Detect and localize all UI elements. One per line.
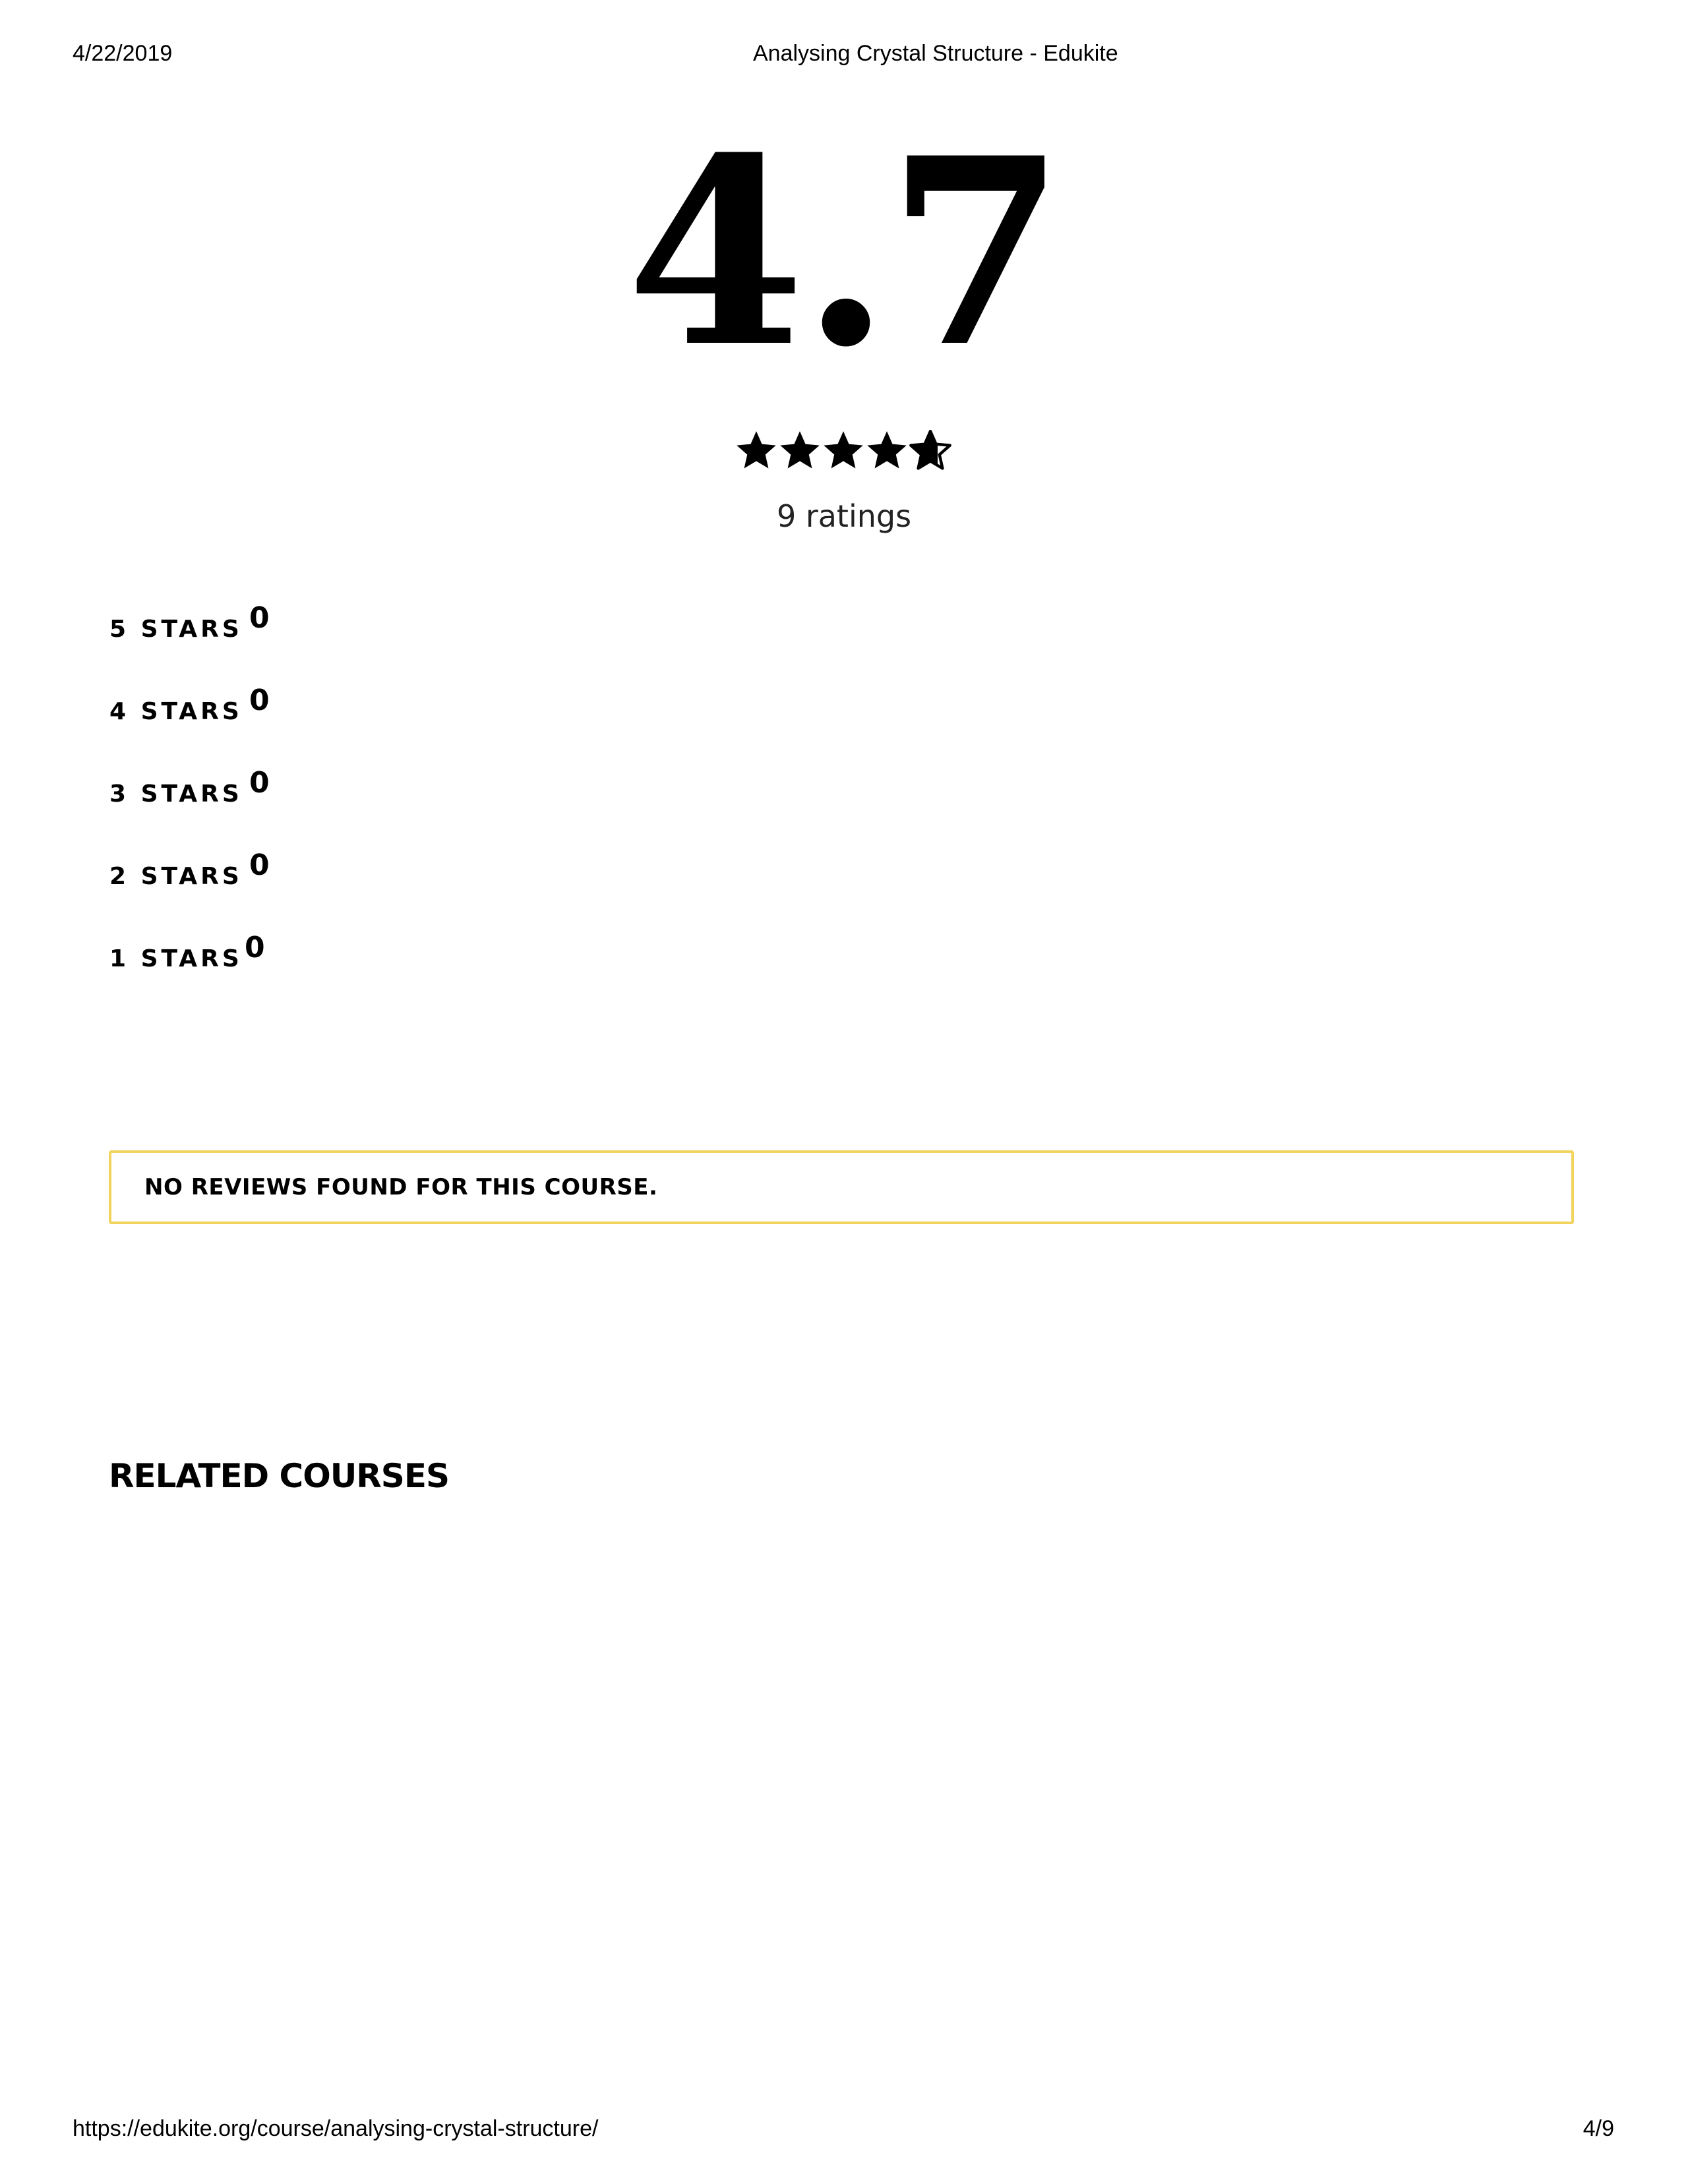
- no-reviews-notice: [109, 1150, 1574, 1224]
- print-url[interactable]: https://edukite.org/course/analysing-crystal-structure/: [73, 2116, 599, 2141]
- breakdown-label: 1 STARS: [109, 945, 243, 972]
- star-icon: [735, 428, 778, 472]
- breakdown-count: 0: [249, 684, 270, 717]
- breakdown-count: 0: [249, 766, 270, 800]
- breakdown-count: 0: [249, 601, 270, 635]
- breakdown-label: 3 STARS: [109, 781, 243, 808]
- print-page-title: Analysing Crystal Structure - Edukite: [753, 41, 1118, 66]
- page-number: 4/9: [1582, 2116, 1614, 2141]
- star-icon: [822, 428, 865, 472]
- breakdown-label: 4 STARS: [109, 698, 243, 725]
- breakdown-label: 2 STARS: [109, 863, 243, 890]
- star-icon: [865, 428, 909, 472]
- breakdown-row-5: [109, 601, 270, 684]
- print-date: 4/22/2019: [73, 41, 173, 66]
- no-reviews-message: NO REVIEWS FOUND FOR THIS COURSE.: [144, 1174, 658, 1200]
- star-icon: [778, 428, 822, 472]
- rating-breakdown: [109, 601, 270, 1013]
- related-courses-heading: RELATED COURSES: [109, 1457, 449, 1495]
- breakdown-count: 0: [249, 848, 270, 882]
- average-rating: 4.7: [626, 102, 1062, 403]
- breakdown-row-1: [109, 931, 270, 1013]
- breakdown-row-3: [109, 766, 270, 848]
- breakdown-label: 5 STARS: [109, 616, 243, 643]
- breakdown-row-4: [109, 684, 270, 766]
- breakdown-count: 0: [245, 931, 265, 964]
- breakdown-row-2: [109, 848, 270, 931]
- rating-stars: [735, 428, 952, 476]
- ratings-count: 9 ratings: [776, 498, 912, 534]
- star-half-icon: [909, 428, 952, 472]
